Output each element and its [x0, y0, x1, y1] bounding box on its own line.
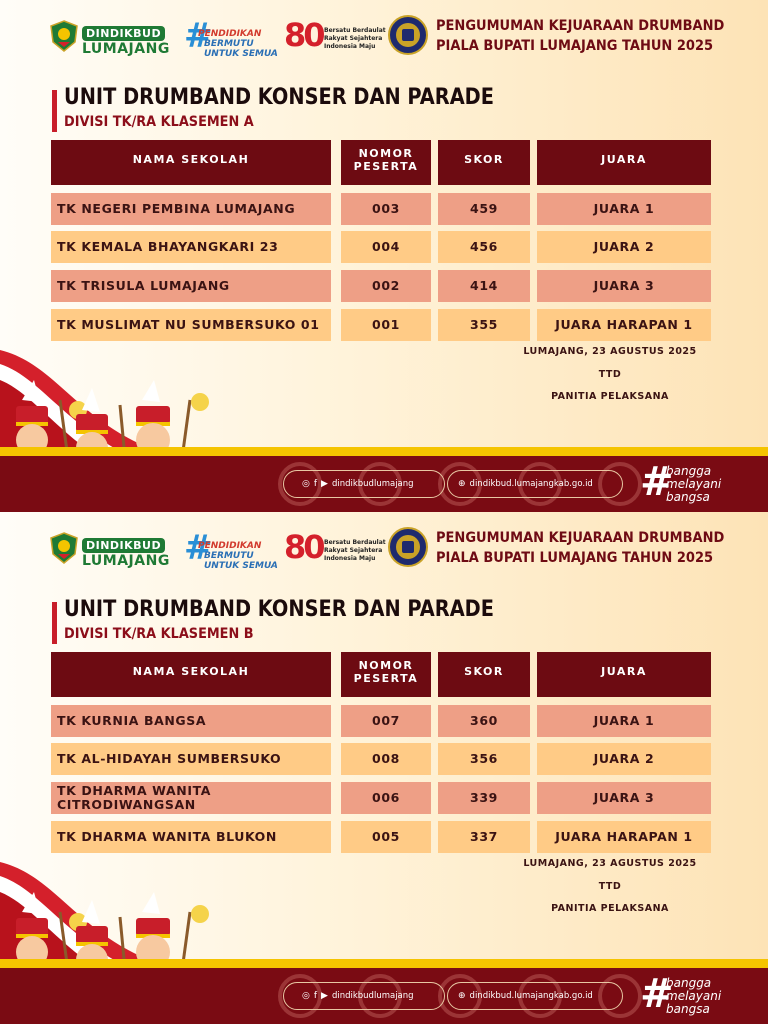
tagline-line2: melayani [666, 477, 722, 491]
rank-cell: JUARA 2 [537, 231, 711, 263]
instagram-icon: ◎ [302, 991, 310, 1001]
announcement-title-line1: PENGUMUMAN KEJUARAAN DRUMBAND [436, 530, 725, 546]
bangga-melayani-bangsa-logo [640, 971, 750, 1019]
signature-place-date: LUMAJANG, 23 AGUSTUS 2025 [523, 858, 697, 869]
tagline-line3: bangsa [666, 490, 710, 504]
social-media-pill[interactable] [283, 470, 445, 498]
hut-80-line3: Indonesia Maju [324, 555, 376, 562]
hut-ri-80-logo [284, 528, 386, 568]
participant-number-cell: 004 [341, 231, 431, 263]
dindikbud-logo-line2: LUMAJANG [82, 41, 170, 57]
bangga-hash-icon: # [640, 971, 674, 1017]
tagline-line1: bangga [666, 464, 712, 478]
pendidikan-bermutu-logo [184, 16, 279, 60]
header-bar [0, 10, 768, 70]
tagline-line2: melayani [666, 989, 722, 1003]
website-url: dindikbud.lumajangkab.go.id [469, 991, 593, 1001]
school-name-cell: TK AL-HIDAYAH SUMBERSUKO [51, 743, 331, 775]
column-header-school: NAMA SEKOLAH [51, 140, 331, 185]
score-cell: 414 [438, 270, 530, 302]
hut-80-line1: Bersatu Berdaulat [324, 539, 386, 546]
globe-icon: ⊕ [458, 991, 466, 1001]
column-header-score: SKOR [438, 140, 530, 185]
column-header-number [341, 140, 431, 185]
bangga-hash-icon: # [640, 459, 674, 505]
lumajang-seal-icon [50, 20, 78, 52]
dindikbud-logo-line1: DINDIKBUD [82, 538, 165, 553]
announcement-title [436, 16, 734, 56]
school-name-cell: TK KURNIA BANGSA [51, 705, 331, 737]
signature-place-date: LUMAJANG, 23 AGUSTUS 2025 [523, 346, 697, 357]
hut-80-line3: Indonesia Maju [324, 43, 376, 50]
youtube-icon: ▶ [321, 991, 328, 1001]
column-header-score: SKOR [438, 652, 530, 697]
column-header-number-line2: PESERTA [353, 159, 419, 173]
participant-number-cell: 001 [341, 309, 431, 341]
dindikbud-logo-line2: LUMAJANG [82, 553, 170, 569]
website-pill[interactable] [447, 982, 623, 1010]
pendidikan-logo-line2: BERMUTU [204, 39, 254, 49]
signature-committee: PANITIA PELAKSANA [551, 391, 669, 402]
column-header-number [341, 652, 431, 697]
school-name-cell: TK DHARMA WANITA BLUKON [51, 821, 331, 853]
score-cell: 459 [438, 193, 530, 225]
globe-icon: ⊕ [458, 479, 466, 489]
announcement-title-line2: PIALA BUPATI LUMAJANG TAHUN 2025 [436, 550, 714, 566]
pendidikan-bermutu-logo [184, 528, 279, 572]
score-cell: 356 [438, 743, 530, 775]
column-header-rank: JUARA [537, 652, 711, 697]
column-header-number-line1: NOMOR [358, 146, 414, 160]
hut-80-line2: Rakyat Sejahtera [324, 547, 383, 554]
hut-ri-80-logo [284, 16, 386, 56]
instagram-icon: ◎ [302, 479, 310, 489]
participant-number-cell: 002 [341, 270, 431, 302]
facebook-icon: f [313, 479, 318, 489]
bangga-melayani-bangsa-logo [640, 459, 750, 507]
drumband-association-badge-icon [388, 526, 428, 568]
announcement-title-line2: PIALA BUPATI LUMAJANG TAHUN 2025 [436, 38, 714, 54]
facebook-icon: f [313, 991, 318, 1001]
score-cell: 360 [438, 705, 530, 737]
division-subtitle: DIVISI TK/RA KLASEMEN B [64, 626, 254, 642]
participant-number-cell: 005 [341, 821, 431, 853]
column-header-school: NAMA SEKOLAH [51, 652, 331, 697]
tagline-line1: bangga [666, 976, 712, 990]
signature-ttd: TTD [598, 881, 622, 892]
unit-title: UNIT DRUMBAND KONSER DAN PARADE [64, 597, 494, 622]
column-header-rank: JUARA [537, 140, 711, 185]
hut-80-line1: Bersatu Berdaulat [324, 27, 386, 34]
school-name-cell: TK NEGERI PEMBINA LUMAJANG [51, 193, 331, 225]
participant-number-cell: 003 [341, 193, 431, 225]
participant-number-cell: 007 [341, 705, 431, 737]
signature-committee: PANITIA PELAKSANA [551, 903, 669, 914]
website-url: dindikbud.lumajangkab.go.id [469, 479, 593, 489]
youtube-icon: ▶ [321, 479, 328, 489]
score-cell: 337 [438, 821, 530, 853]
social-handle: dindikbudlumajang [331, 479, 414, 489]
participant-number-cell: 006 [341, 782, 431, 814]
dindikbud-logo-line1: DINDIKBUD [82, 26, 165, 41]
social-media-pill[interactable] [283, 982, 445, 1010]
school-name-cell: TK KEMALA BHAYANGKARI 23 [51, 231, 331, 263]
pendidikan-logo-line3: UNTUK SEMUA [204, 561, 278, 571]
website-pill[interactable] [447, 470, 623, 498]
announcement-title-line1: PENGUMUMAN KEJUARAAN DRUMBAND [436, 18, 725, 34]
signature-ttd: TTD [598, 369, 622, 380]
rank-cell: JUARA 3 [537, 782, 711, 814]
hut-80-number: 80 [284, 16, 323, 54]
school-name-cell: TK MUSLIMAT NU SUMBERSUKO 01 [51, 309, 331, 341]
rank-cell: JUARA HARAPAN 1 [537, 821, 711, 853]
column-header-number-line2: PESERTA [353, 671, 419, 685]
title-accent-bar [52, 602, 57, 644]
rank-cell: JUARA 1 [537, 705, 711, 737]
tagline-line3: bangsa [666, 1002, 710, 1016]
hash-logo-icon: # [184, 16, 213, 56]
pendidikan-logo-line1: PENDIDIKAN [198, 29, 262, 39]
rank-cell: JUARA 3 [537, 270, 711, 302]
division-subtitle: DIVISI TK/RA KLASEMEN A [64, 114, 254, 130]
score-cell: 355 [438, 309, 530, 341]
participant-number-cell: 008 [341, 743, 431, 775]
dindikbud-logo [82, 534, 172, 569]
header-bar [0, 522, 768, 582]
announcement-title [436, 528, 734, 568]
hut-80-line2: Rakyat Sejahtera [324, 35, 383, 42]
hut-80-number: 80 [284, 528, 323, 566]
title-accent-bar [52, 90, 57, 132]
drumband-association-badge-icon [388, 14, 428, 56]
column-header-number-line1: NOMOR [358, 658, 414, 672]
school-name-cell: TK TRISULA LUMAJANG [51, 270, 331, 302]
social-handle: dindikbudlumajang [331, 991, 414, 1001]
rank-cell: JUARA HARAPAN 1 [537, 309, 711, 341]
dindikbud-logo [82, 22, 172, 57]
pendidikan-logo-line1: PENDIDIKAN [198, 541, 262, 551]
footer-yellow-stripe [0, 447, 768, 456]
lumajang-seal-icon [50, 532, 78, 564]
pendidikan-logo-line3: UNTUK SEMUA [204, 49, 278, 59]
score-cell: 339 [438, 782, 530, 814]
rank-cell: JUARA 1 [537, 193, 711, 225]
school-name-cell: TK DHARMA WANITA CITRODIWANGSAN [51, 782, 331, 814]
pendidikan-logo-line2: BERMUTU [204, 551, 254, 561]
hash-logo-icon: # [184, 528, 213, 568]
footer-yellow-stripe [0, 959, 768, 968]
results-poster-klasemen-b [0, 512, 768, 1024]
rank-cell: JUARA 2 [537, 743, 711, 775]
unit-title: UNIT DRUMBAND KONSER DAN PARADE [64, 85, 494, 110]
score-cell: 456 [438, 231, 530, 263]
